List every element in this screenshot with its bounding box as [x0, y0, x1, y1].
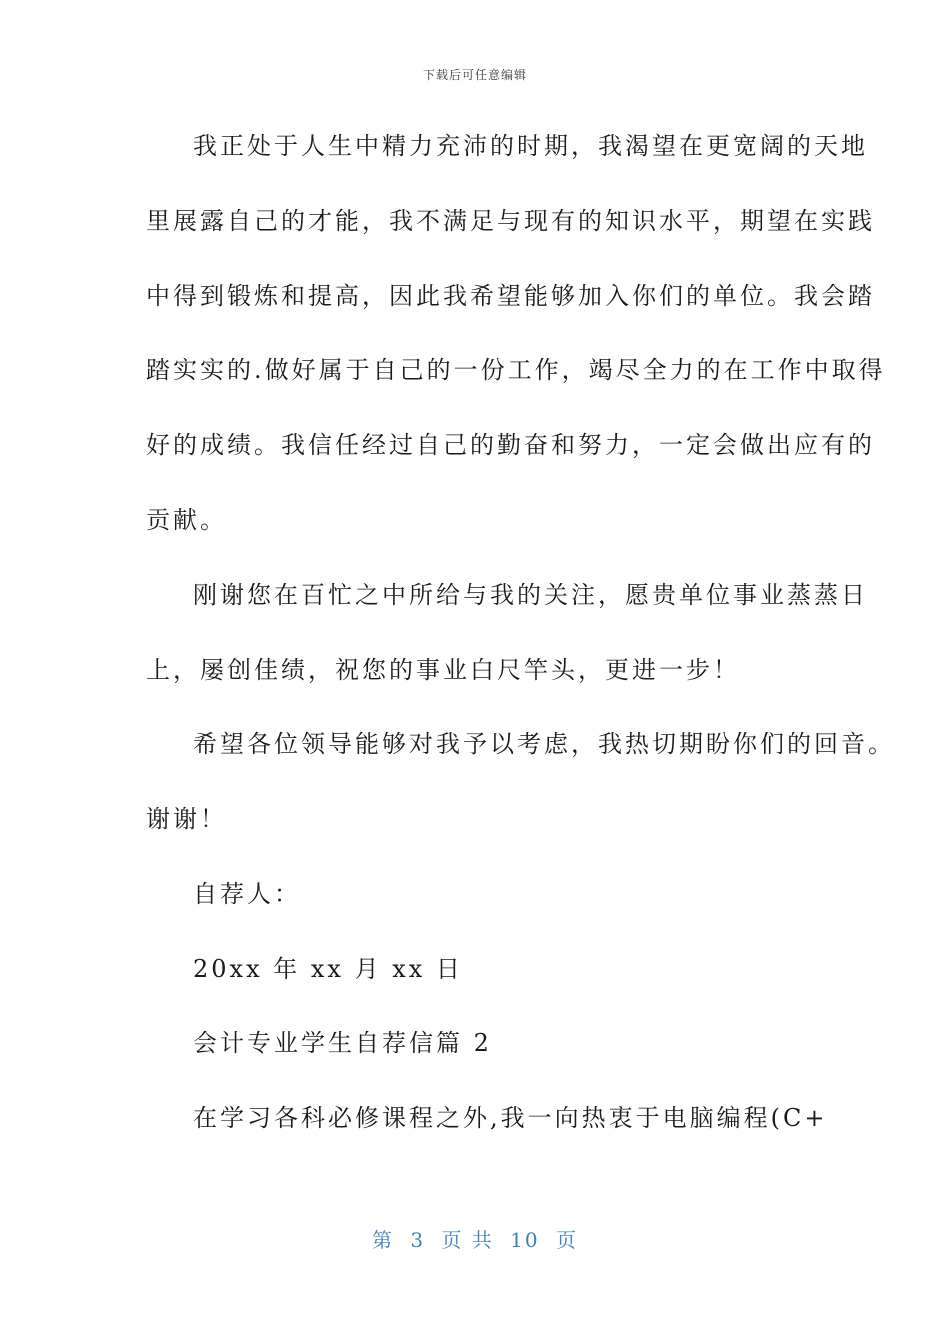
section-title: 会计专业学生自荐信篇 2 — [193, 1029, 492, 1057]
paragraph-line: 里展露自己的才能，我不满足与现有的知识水平，期望在实践 — [146, 207, 875, 235]
footer-prefix: 第 — [372, 1228, 394, 1252]
paragraph-line: 贡献。 — [146, 506, 227, 534]
header-note: 下载后可任意编辑 — [422, 68, 527, 82]
footer-total-pages: 10 — [510, 1228, 540, 1252]
paragraph-line: 我正处于人生中精力充沛的时期，我渴望在更宽阔的天地 — [193, 132, 868, 160]
paragraph-line: 踏实实的.做好属于自己的一份工作，竭尽全力的在工作中取得 — [146, 356, 886, 384]
paragraph-line: 刚谢您在百忙之中所给与我的关注，愿贵单位事业蒸蒸日 — [193, 581, 868, 609]
paragraph-line: 上，屡创佳绩，祝您的事业白尺竿头，更进一步！ — [146, 656, 740, 684]
footer-suffix: 页 — [555, 1228, 578, 1252]
paragraph-line: 好的成绩。我信任经过自己的勤奋和努力，一定会做出应有的 — [146, 431, 875, 459]
footer-current-page: 3 — [410, 1228, 426, 1252]
paragraph-line: 希望各位领导能够对我予以考虑，我热切期盼你们的回音。 — [193, 730, 895, 758]
paragraph-line: 中得到锻炼和提高，因此我希望能够加入你们的单位。我会踏 — [146, 282, 875, 310]
page-number-footer — [0, 1224, 950, 1253]
signature-label: 自荐人： — [193, 880, 301, 908]
paragraph-line: 谢谢！ — [146, 805, 227, 833]
date-line: 20xx 年 xx 月 xx 日 — [193, 955, 463, 983]
footer-middle: 页 共 — [441, 1228, 494, 1252]
paragraph-line: 在学习各科必修课程之外,我一向热衷于电脑编程(C+ — [193, 1104, 828, 1132]
